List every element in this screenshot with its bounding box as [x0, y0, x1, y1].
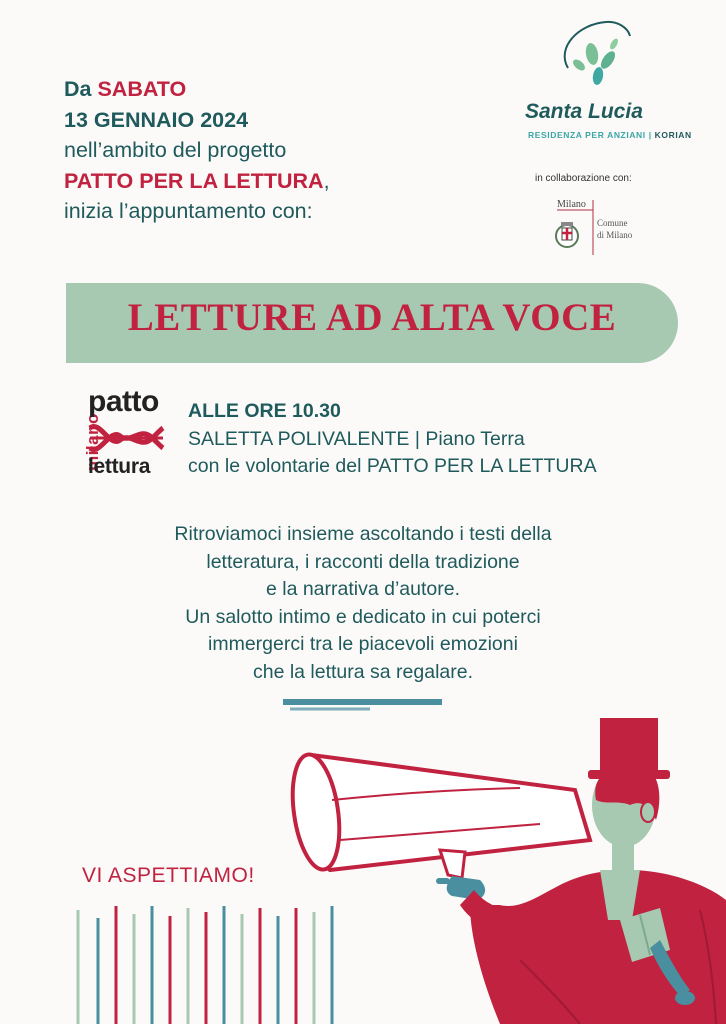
- patto-logo-lettura: lettura: [88, 455, 151, 478]
- closing-text: VI ASPETTIAMO!: [82, 864, 255, 887]
- intro-line-4: [64, 166, 330, 197]
- description-line: letteratura, i racconti della tradizione: [206, 550, 520, 573]
- logo-subtitle-text: RESIDENZA PER ANZIANI |: [528, 130, 655, 140]
- comune-line-2: di Milano: [597, 230, 633, 240]
- intro-block: [64, 74, 330, 227]
- megaphone-figure-illustration: [286, 718, 726, 1024]
- comune-line-1: Comune: [597, 218, 628, 228]
- patto-logo-patto: patto: [88, 385, 159, 418]
- event-hosts: con le volontarie del PATTO PER LA LETTURA: [188, 455, 597, 477]
- intro-line-1: [64, 74, 330, 105]
- intro-project-suffix: ,: [323, 168, 330, 193]
- intro-project: PATTO PER LA LETTURA: [64, 168, 324, 193]
- patto-logo-milano: milano: [83, 413, 102, 471]
- comune-city: Milano: [557, 199, 586, 210]
- intro-line-5: inizia l’appuntamento con:: [64, 199, 313, 223]
- title-banner: [66, 283, 678, 363]
- santa-lucia-logo-icon: [565, 22, 630, 86]
- intro-prefix: Da: [64, 77, 92, 101]
- description-line: immergerci tra le piacevoli emozioni: [208, 633, 518, 655]
- intro-line-3: nell’ambito del progetto: [64, 138, 287, 162]
- description-line: che la lettura sa regalare.: [252, 660, 474, 683]
- intro-date: 13 GENNAIO 2024: [64, 107, 249, 132]
- intro-day: SABATO: [97, 77, 187, 101]
- event-time: ALLE ORE 10.30: [188, 400, 341, 422]
- description-line: e la narrativa d’autore.: [265, 578, 461, 600]
- event-details: [188, 398, 597, 481]
- divider-stroke: [283, 702, 442, 709]
- decorative-stripes: [78, 906, 332, 1024]
- logo-name: Santa Lucia: [525, 100, 643, 123]
- description-line: Un salotto intimo e dedicato in cui poterci: [185, 605, 541, 628]
- logo-subtitle: [528, 130, 692, 140]
- event-location: SALETTA POLIVALENTE | Piano Terra: [188, 427, 525, 450]
- banner-title: LETTURE AD ALTA VOCE: [127, 296, 617, 339]
- logo-brand: KORIAN: [654, 130, 692, 140]
- description-line: Ritroviamoci insieme ascoltando i testi della: [174, 523, 552, 545]
- collaboration-label: in collaborazione con:: [535, 173, 632, 184]
- description: [0, 521, 726, 686]
